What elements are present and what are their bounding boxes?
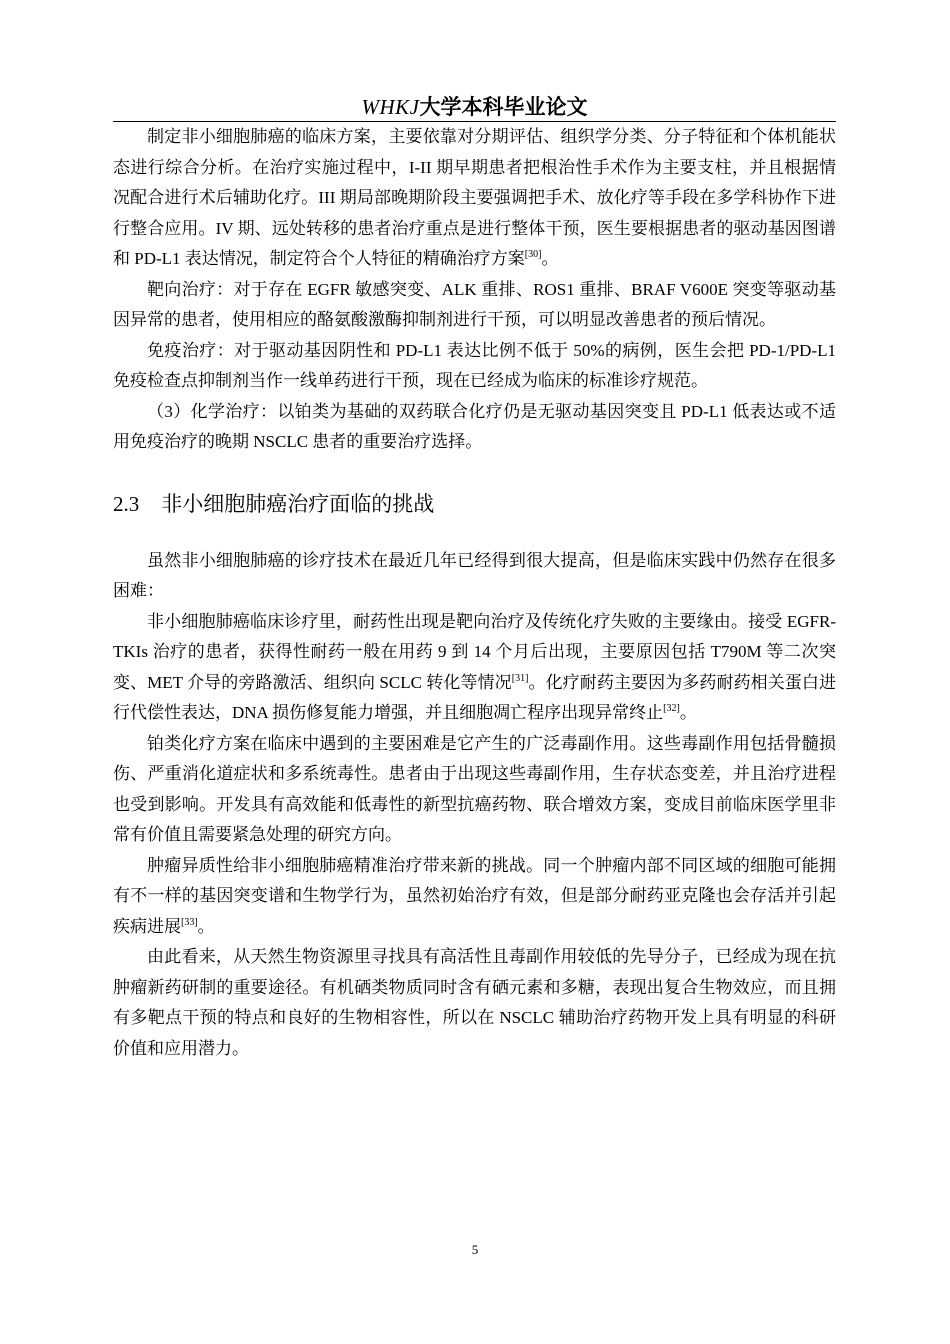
paragraph [113, 397, 836, 458]
paragraph [113, 336, 836, 397]
paragraph-text: 免疫治疗：对于驱动基因阴性和 PD-L1 表达比例不低于 50%的病例，医生会把 PD-1/PD-L1 免疫检查点抑制剂当作一线单药进行干预，现在已经成为临床的标准诊疗规范。 [113, 340, 836, 390]
paragraph-text: 。化疗耐药主要因为多药耐药相关蛋白进行代偿性表达，DNA 损伤修复能力增强，并且细胞凋亡程序出现异常终止 [113, 672, 837, 722]
paragraph-tail: 。 [679, 703, 697, 722]
section-title: 非小细胞肺癌治疗面临的挑战 [161, 491, 435, 516]
paragraph-text: （3）化学治疗：以铂类为基础的双药联合化疗仍是无驱动基因突变且 PD-L1 低表达或不适用免疫治疗的晚期 NSCLC 患者的重要治疗选择。 [113, 401, 836, 451]
paragraph-text: 由此看来，从天然生物资源里寻找具有高活性且毒副作用较低的先导分子，已经成为现在抗肿瘤新药研制的重要途径。有机硒类物质同时含有硒元素和多糖，表现出复合生物效应，而且拥有多靶点干预的特点和良好的生物相容性，所以在 NSCLC 辅助治疗药物开发上具有明显的科研价值和应用潜力。 [113, 947, 836, 1058]
citation: [33] [181, 916, 198, 928]
citation: [32] [663, 703, 680, 714]
running-header [113, 93, 836, 121]
header-latin: WHKJ [361, 95, 420, 119]
page-number: 5 [471, 1242, 479, 1257]
paragraph [113, 607, 836, 729]
spacer [113, 526, 836, 546]
paragraph-text: 肿瘤异质性给非小细胞肺癌精准治疗带来新的挑战。同一个肿瘤内部不同区域的细胞可能拥有不一样的基因突变谱和生物学行为，虽然初始治疗有效，但是部分耐药亚克隆也会存活并引起疾病进展 [113, 855, 836, 936]
citation: [30] [524, 249, 542, 260]
paragraph [113, 275, 836, 336]
paragraph [113, 122, 836, 275]
paragraph-text: 制定非小细胞肺癌的临床方案，主要依靠对分期评估、组织学分类、分子特征和个体机能状态进行综合分析。在治疗实施过程中，I-II 期早期患者把根治性手术作为主要支柱，并且根据情况配合进行术后辅助化疗。III 期局部晚期阶段主要强调把手术、放化疗等手段在多学科协作下进行整合应用。IV 期、远处转移的患者治疗重点是进行整体干预，医生要根据患者的驱动基因图谱和 PD-L1 表达情况，制定符合个人特征的精确治疗方案 [113, 127, 836, 268]
paragraph-tail: 。 [197, 916, 215, 936]
header-title: 大学本科毕业论文 [419, 95, 588, 119]
paragraph [113, 546, 836, 607]
paragraph-text: 非小细胞肺癌临床诊疗里，耐药性出现是靶向治疗及传统化疗失败的主要缘由。接受 EGFR-TKIs 治疗的患者，获得性耐药一般在用药 9 到 14 个月后出现，主要原因包括 T790M 等二次突变、MET 介导的旁路激活、组织向 SCLC 转化等情况 [113, 611, 836, 692]
body-text [113, 122, 836, 1064]
citation: [31] [511, 672, 529, 684]
paragraph-text: 靶向治疗：对于存在 EGFR 敏感突变、ALK 重排、ROS1 重排、BRAF V600E 突变等驱动基因异常的患者，使用相应的酪氨酸激酶抑制剂进行干预，可以明显改善患者的预后情况。 [113, 279, 836, 329]
paragraph-text: 铂类化疗方案在临床中遇到的主要困难是它产生的广泛毒副作用。这些毒副作用包括骨髓损伤、严重消化道症状和多系统毒性。患者由于出现这些毒副作用，生存状态变差，并且治疗进程也受到影响。开发具有高效能和低毒性的新型抗癌药物、联合增效方案，变成目前临床医学里非常有价值且需要紧急处理的研究方向。 [113, 733, 836, 844]
paragraph-text: 虽然非小细胞肺癌的诊疗技术在最近几年已经得到很大提高，但是临床实践中仍然存在很多困难： [113, 550, 836, 600]
section-number: 2.3 [113, 491, 140, 516]
paragraph [113, 851, 836, 943]
paragraph-tail: 。 [541, 249, 559, 268]
section-heading [113, 482, 836, 526]
paragraph [113, 942, 836, 1064]
paragraph [113, 729, 836, 851]
